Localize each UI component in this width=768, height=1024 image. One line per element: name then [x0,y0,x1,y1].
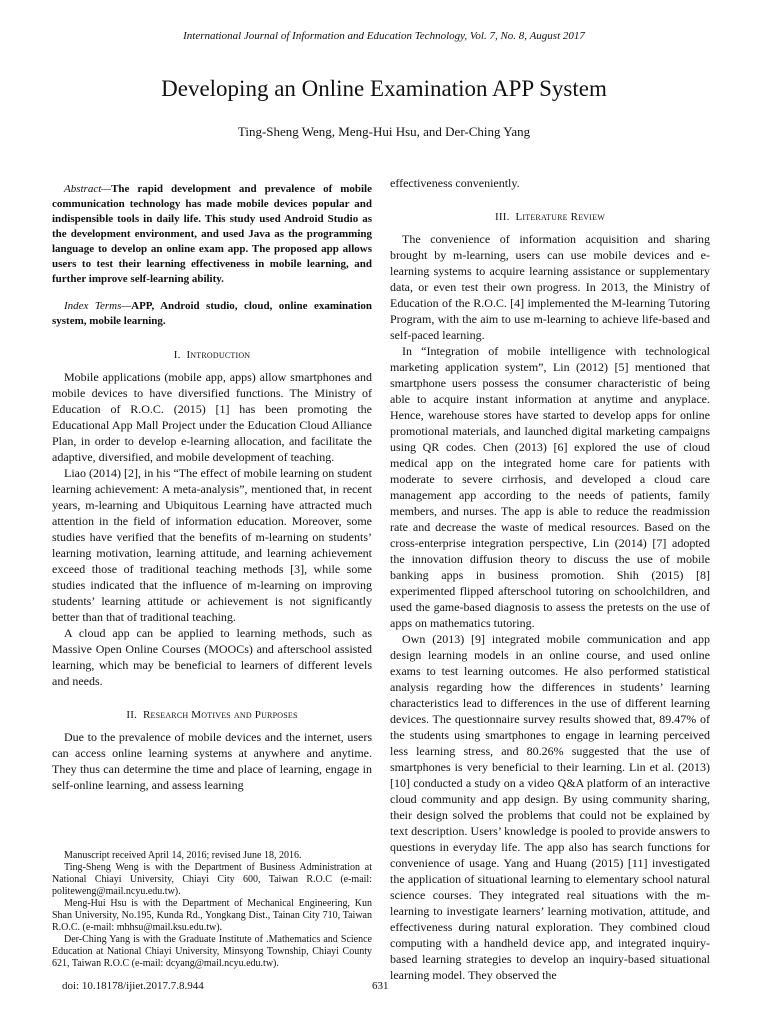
footnotes [52,850,372,970]
section-heading-literature-review: III. Literature Review [495,211,605,223]
section-heading-research-motives: II. Research Motives and Purposes [126,709,298,721]
paragraph: In “Integration of mobile intelligence with technological marketing application system”, Lin (2012) [5] mentioned that smartphone users possess the consumer characteristic of being able to acquire instant information at anytime and anyplace. Hence, warehouse stores have started to develop apps for online promotional materials, and launched digital marketing campaigns using QR codes. Chen (2013) [6] explored the use of cloud medical app on the integrated home care for patients with moderate to severe cirrhosis, and developed a cloud care management app according to the needs of patients, family members, and nurses. The app is able to reduce the readmission rate and decrease the waste of medical resources. Based on the cross-enterprise integration perspective, Lin (2014) [7] adopted the innovation diffusion theory to discuss the use of mobile banking apps in business promotion. Shih (2015) [8] experimented flipped afterschool tutoring on schoolchildren, and used the game-based diagnosis to assess the pretests on the use of apps on mathematics tutoring. [390,344,710,630]
left-column [52,182,372,793]
paper-authors: Ting-Sheng Weng, Meng-Hui Hsu, and Der-Ching Yang [237,124,531,139]
paragraph: Liao (2014) [2], in his “The effect of mobile learning on student learning achievement: A meta-analysis”, mentioned that, in recent years, m-learning and Ubiquitous Learning have attracted much attention in the field of information education. Moreover, some studies have verified that the benefits of m-learning on students’ learning motivation, learning attitude, and learning achievement exceed those of traditional teaching methods [3], while some studies indicated that the influence of m-learning on improving students’ learning attitude or achievement is not significantly better than that of traditional teaching. [52,466,372,624]
footnote: Meng-Hui Hsu is with the Department of Mechanical Engineering, Kun Shan University, No.195, Kunda Rd., Yongkang Dist., Tainan City 710, Taiwan R.O.C. (e-mail: mhhsu@mail.ksu.edu.tw). [52,898,372,933]
paragraph: A cloud app can be applied to learning methods, such as Massive Open Online Courses (MOOCs) and afterschool assisted learning, which may be beneficial to learners of different levels and needs. [52,626,372,688]
abstract [52,182,372,287]
right-column [390,175,710,983]
journal-header: International Journal of Information and Education Technology, Vol. 7, No. 8, August 2017 [183,30,585,42]
paragraph: Due to the prevalence of mobile devices and the internet, users can access online learning systems at anywhere and anytime. They thus can determine the time and place of learning, engage in self-online learning, and assess learning [52,730,372,792]
index-terms-text: APP, Android studio, cloud, online examination system, mobile learning. [52,300,372,327]
abstract-label: Abstract— [64,183,112,195]
index-terms [52,299,372,329]
footnote: Der-Ching Yang is with the Graduate Institute of .Mathematics and Science Education at National Chiayi University, Minsyong Township, Chiayi County 621, Taiwan R.O.C (e-mail: dcyang@mail.ncyu.edu.tw). [52,934,372,969]
abstract-text: The rapid development and prevalence of mobile communication technology has made mobile devices popular and indispensible tools in daily life. This study used Android Studio as the development environment, and used Java as the programming language to develop an online exam app. The proposed app allows users to test their learning effectiveness in mobile learning, and further improve self-learning ability. [52,183,372,285]
page-number: 631 [372,980,389,992]
footnote: Manuscript received April 14, 2016; revised June 18, 2016. [64,850,302,861]
index-terms-label: Index Terms— [64,300,132,312]
doi: doi: 10.18178/ijiet.2017.7.8.944 [62,980,204,992]
section-heading-introduction: I. Introduction [173,349,251,361]
footnote: Ting-Sheng Weng is with the Department of Business Administration at National Chiayi University, Chiayi City 600, Taiwan R.O.C (e-mail: politeweng@mail.ncyu.edu.tw). [52,862,372,897]
paragraph: Own (2013) [9] integrated mobile communication and app design learning models in an online course, and used online exams to test learning outcomes. He also performed statistical analysis regarding how the differences in students’ learning characteristics lead to differences in the use of different learning devices. The questionnaire survey results showed that, 89.47% of the students using smartphones to engage in learning perceived less learning stress, and 80.26% suggested that the use of smartphones is very beneficial to their learning. Lin et al. (2013) [10] conducted a study on a video Q&A platform of an interactive cloud community and app design. By using community sharing, their design solved the problems that could not be explained by text description. Users’ knowledge is pooled to provide answers to questions in everyday life. The app also has search functions for convenience of usage. Yang and Huang (2015) [11] investigated the application of situational learning to elementary school natural science courses. They integrated real situations with the m-learning to investigate learners’ learning motivation, attitude, and effectiveness during natural exploration. They combined cloud computing with a handheld device app, and integrated inquiry-based learning strategies to develop an inquiry-based situational learning model. They observed the [390,632,710,982]
paragraph: Mobile applications (mobile app, apps) allow smartphones and mobile devices to have diversified functions. The Ministry of Education of R.O.C. (2015) [1] has been promoting the Educational App Mall Project under the Education Cloud Alliance Plan, in order to develop e-learning allocation, and facilitate the adaptive, diversified, and mobile development of teaching. [52,370,372,464]
paragraph-continued: effectiveness conveniently. [390,176,520,190]
paragraph: The convenience of information acquisition and sharing brought by m-learning, users can use mobile devices and e-learning systems to acquire learning assistance or supplementary data, or even test their own progress. In 2013, the Ministry of Education of the R.O.C. [4] implemented the M-learning Tutoring Program, with the aim to use m-learning to achieve life-based and self-paced learning. [390,232,710,342]
paper-title: Developing an Online Examination APP System [161,76,607,101]
